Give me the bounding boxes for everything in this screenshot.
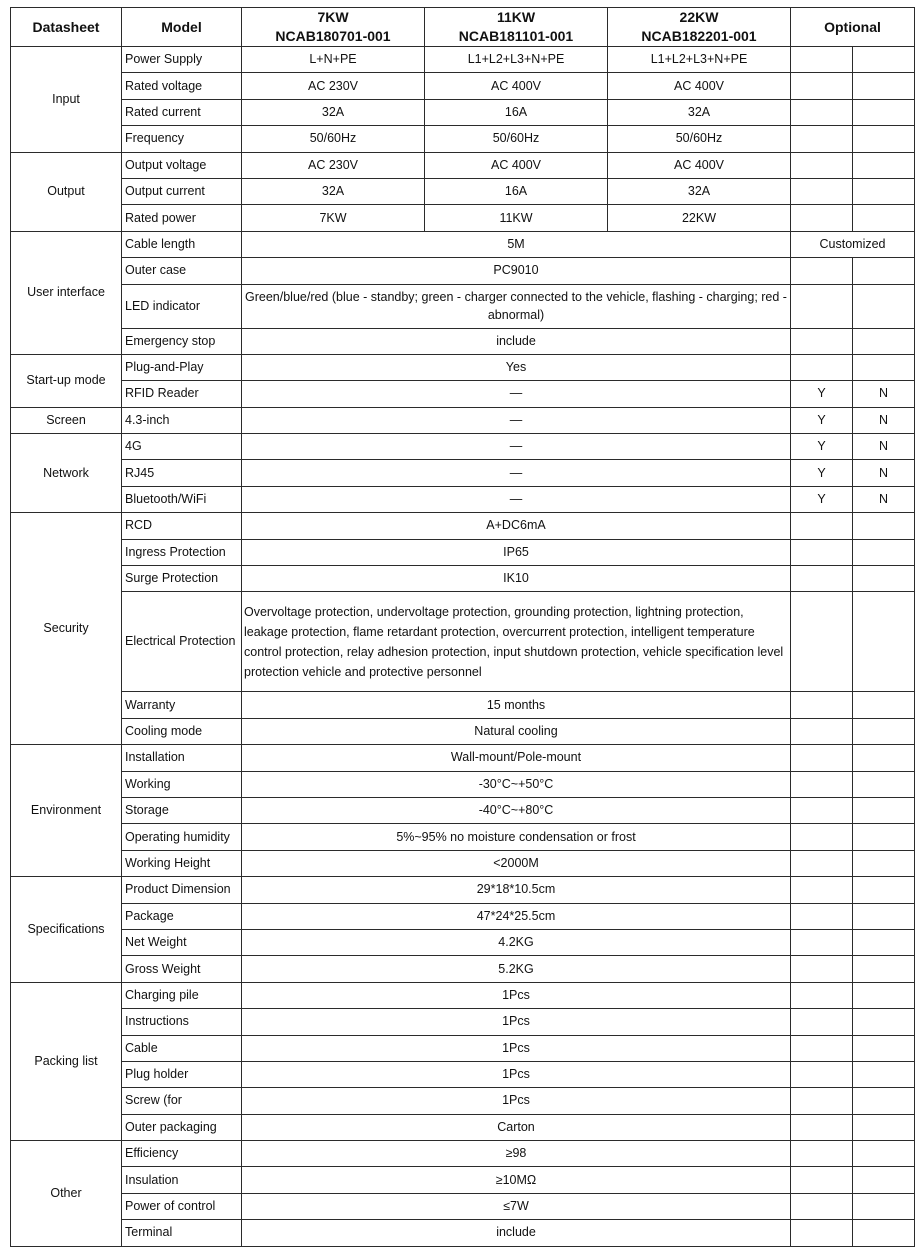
optional-cell — [853, 1193, 915, 1219]
optional-cell — [853, 1009, 915, 1035]
cell-value: AC 400V — [425, 73, 608, 99]
optional-cell — [853, 1088, 915, 1114]
table-row — [11, 231, 915, 257]
header-model-11kw: 11KW NCAB181101-001 — [425, 8, 608, 47]
cell-value: 16A — [425, 99, 608, 125]
optional-cell — [791, 929, 853, 955]
cell-value: 5%~95% no moisture condensation or frost — [242, 824, 791, 850]
row-label: Outer case — [122, 258, 242, 284]
cell-value: 4.2KG — [242, 929, 791, 955]
table-row — [11, 1035, 915, 1061]
header-model-22kw: 22KW NCAB182201-001 — [608, 8, 791, 47]
cell-value: 1Pcs — [242, 1088, 791, 1114]
optional-cell — [853, 1035, 915, 1061]
optional-cell — [853, 877, 915, 903]
row-label: Plug holder — [122, 1061, 242, 1087]
cell-value: include — [242, 328, 791, 354]
cell-value: 22KW — [608, 205, 791, 231]
row-label: Rated power — [122, 205, 242, 231]
row-label: Ingress Protection — [122, 539, 242, 565]
group-output: Output — [11, 152, 122, 231]
cell-value: 29*18*10.5cm — [242, 877, 791, 903]
table-row — [11, 284, 915, 328]
table-row — [11, 381, 915, 407]
row-label: Storage — [122, 797, 242, 823]
optional-cell — [791, 566, 853, 592]
optional-yes: Y — [791, 434, 853, 460]
cell-value: AC 230V — [242, 152, 425, 178]
row-label: Insulation — [122, 1167, 242, 1193]
optional-cell — [853, 99, 915, 125]
row-label: Power of control — [122, 1193, 242, 1219]
optional-cell — [853, 956, 915, 982]
optional-cell — [791, 1114, 853, 1140]
cell-value: 50/60Hz — [242, 126, 425, 152]
cell-value: Carton — [242, 1114, 791, 1140]
cell-value: 1Pcs — [242, 1009, 791, 1035]
optional-cell — [791, 73, 853, 99]
cell-value: 32A — [242, 178, 425, 204]
optional-customized: Customized — [791, 231, 915, 257]
table-row — [11, 1193, 915, 1219]
cell-value: -30°C~+50°C — [242, 771, 791, 797]
table-row — [11, 929, 915, 955]
table-row — [11, 718, 915, 744]
optional-yes: Y — [791, 407, 853, 433]
table-row — [11, 73, 915, 99]
optional-cell — [791, 152, 853, 178]
row-label: Output voltage — [122, 152, 242, 178]
cell-value: Green/blue/red (blue - standby; green - charger connected to the vehicle, flashing - charging; red - abnormal) — [242, 284, 791, 328]
optional-yes: Y — [791, 486, 853, 512]
optional-no: N — [853, 407, 915, 433]
header-model-7kw: 7KW NCAB180701-001 — [242, 8, 425, 47]
optional-cell — [853, 718, 915, 744]
cell-value: — — [242, 434, 791, 460]
optional-cell — [791, 284, 853, 328]
row-label: Cable — [122, 1035, 242, 1061]
row-label: Net Weight — [122, 929, 242, 955]
table-row — [11, 1114, 915, 1140]
table-row — [11, 126, 915, 152]
table-row — [11, 258, 915, 284]
row-label: Operating humidity — [122, 824, 242, 850]
group-security: Security — [11, 513, 122, 745]
table-row — [11, 982, 915, 1008]
cell-value: <2000M — [242, 850, 791, 876]
row-label: Emergency stop — [122, 328, 242, 354]
cell-value: AC 230V — [242, 73, 425, 99]
row-label: Terminal — [122, 1220, 242, 1246]
table-row — [11, 745, 915, 771]
cell-value: 5M — [242, 231, 791, 257]
table-row — [11, 850, 915, 876]
header-datasheet: Datasheet — [11, 8, 122, 47]
optional-cell — [791, 354, 853, 380]
table-row — [11, 797, 915, 823]
table-row — [11, 1220, 915, 1246]
optional-cell — [791, 824, 853, 850]
optional-cell — [853, 1061, 915, 1087]
row-label: Product Dimension — [122, 877, 242, 903]
optional-no: N — [853, 381, 915, 407]
optional-cell — [791, 692, 853, 718]
table-row — [11, 877, 915, 903]
cell-value: AC 400V — [608, 73, 791, 99]
cell-value: -40°C~+80°C — [242, 797, 791, 823]
table-row — [11, 956, 915, 982]
group-network: Network — [11, 434, 122, 513]
cell-value: IP65 — [242, 539, 791, 565]
group-input: Input — [11, 47, 122, 153]
optional-cell — [791, 47, 853, 73]
optional-cell — [853, 745, 915, 771]
header-model: Model — [122, 8, 242, 47]
optional-cell — [853, 1167, 915, 1193]
optional-cell — [791, 745, 853, 771]
optional-cell — [853, 771, 915, 797]
row-label: Efficiency — [122, 1141, 242, 1167]
optional-cell — [853, 566, 915, 592]
optional-cell — [791, 258, 853, 284]
optional-cell — [853, 929, 915, 955]
optional-cell — [791, 539, 853, 565]
cell-value: Yes — [242, 354, 791, 380]
optional-cell — [853, 824, 915, 850]
optional-cell — [853, 284, 915, 328]
row-label: Frequency — [122, 126, 242, 152]
table-row — [11, 566, 915, 592]
optional-cell — [791, 903, 853, 929]
cell-value: 32A — [242, 99, 425, 125]
optional-cell — [791, 1009, 853, 1035]
optional-cell — [791, 850, 853, 876]
optional-cell — [853, 354, 915, 380]
cell-value: 11KW — [425, 205, 608, 231]
datasheet-table — [10, 7, 915, 1247]
table-row — [11, 539, 915, 565]
cell-value: PC9010 — [242, 258, 791, 284]
optional-cell — [791, 592, 853, 692]
optional-cell — [791, 982, 853, 1008]
optional-cell — [791, 513, 853, 539]
row-label: Warranty — [122, 692, 242, 718]
cell-value: ≥10MΩ — [242, 1167, 791, 1193]
cell-value: 1Pcs — [242, 1061, 791, 1087]
optional-cell — [853, 903, 915, 929]
optional-yes: Y — [791, 381, 853, 407]
row-label: 4.3-inch — [122, 407, 242, 433]
cell-value: L1+L2+L3+N+PE — [425, 47, 608, 73]
table-row — [11, 486, 915, 512]
optional-cell — [791, 797, 853, 823]
cell-value: — — [242, 486, 791, 512]
cell-value: Natural cooling — [242, 718, 791, 744]
table-row — [11, 1061, 915, 1087]
cell-value: L1+L2+L3+N+PE — [608, 47, 791, 73]
optional-no: N — [853, 460, 915, 486]
row-label: Charging pile — [122, 982, 242, 1008]
optional-cell — [853, 592, 915, 692]
group-startup-mode: Start-up mode — [11, 354, 122, 407]
group-environment: Environment — [11, 745, 122, 877]
table-row — [11, 434, 915, 460]
table-row — [11, 513, 915, 539]
optional-cell — [791, 771, 853, 797]
optional-cell — [791, 1141, 853, 1167]
row-label: Package — [122, 903, 242, 929]
optional-cell — [853, 692, 915, 718]
table-row — [11, 178, 915, 204]
row-label: Output current — [122, 178, 242, 204]
optional-cell — [791, 1193, 853, 1219]
row-label: Rated current — [122, 99, 242, 125]
table-row — [11, 1009, 915, 1035]
row-label: Cooling mode — [122, 718, 242, 744]
optional-cell — [853, 73, 915, 99]
header-optional: Optional — [791, 8, 915, 47]
cell-value: AC 400V — [425, 152, 608, 178]
table-row — [11, 771, 915, 797]
optional-cell — [791, 956, 853, 982]
row-label: Surge Protection — [122, 566, 242, 592]
table-row — [11, 1167, 915, 1193]
optional-cell — [853, 152, 915, 178]
cell-value: L+N+PE — [242, 47, 425, 73]
optional-no: N — [853, 486, 915, 512]
cell-value: 16A — [425, 178, 608, 204]
table-row — [11, 592, 915, 692]
table-row — [11, 903, 915, 929]
table-row — [11, 47, 915, 73]
optional-cell — [791, 99, 853, 125]
optional-cell — [853, 178, 915, 204]
optional-cell — [853, 1114, 915, 1140]
cell-value: — — [242, 460, 791, 486]
cell-value: IK10 — [242, 566, 791, 592]
table-row — [11, 152, 915, 178]
optional-cell — [853, 1141, 915, 1167]
row-label: Power Supply — [122, 47, 242, 73]
optional-cell — [791, 126, 853, 152]
row-label: Installation — [122, 745, 242, 771]
table-row — [11, 328, 915, 354]
optional-cell — [791, 1088, 853, 1114]
cell-value: Overvoltage protection, undervoltage protection, grounding protection, lightning protection, leakage protection, flame retardant protection, overcurrent protection, intelligent temperature control protection, relay adhesion protection, input shutdown protection, vehicle specification level protection vehicle and protective personnel — [242, 592, 791, 692]
row-label: Rated voltage — [122, 73, 242, 99]
optional-cell — [791, 1035, 853, 1061]
optional-cell — [791, 1061, 853, 1087]
cell-value: 32A — [608, 99, 791, 125]
table-row — [11, 1141, 915, 1167]
row-label: Bluetooth/WiFi — [122, 486, 242, 512]
row-label: RFID Reader — [122, 381, 242, 407]
row-label: Outer packaging — [122, 1114, 242, 1140]
optional-cell — [791, 718, 853, 744]
cell-value: 47*24*25.5cm — [242, 903, 791, 929]
group-other: Other — [11, 1141, 122, 1247]
row-label: Plug-and-Play — [122, 354, 242, 380]
optional-cell — [853, 1220, 915, 1246]
row-label: Gross Weight — [122, 956, 242, 982]
cell-value: A+DC6mA — [242, 513, 791, 539]
table-row — [11, 205, 915, 231]
table-row — [11, 1088, 915, 1114]
cell-value: ≥98 — [242, 1141, 791, 1167]
optional-cell — [853, 328, 915, 354]
optional-cell — [853, 539, 915, 565]
optional-cell — [853, 797, 915, 823]
optional-cell — [791, 328, 853, 354]
group-specifications: Specifications — [11, 877, 122, 983]
cell-value: — — [242, 407, 791, 433]
row-label: Working — [122, 771, 242, 797]
optional-cell — [791, 205, 853, 231]
row-label: Screw (for — [122, 1088, 242, 1114]
optional-cell — [853, 513, 915, 539]
row-label: Cable length — [122, 231, 242, 257]
table-row — [11, 407, 915, 433]
cell-value: 32A — [608, 178, 791, 204]
table-row — [11, 692, 915, 718]
table-row — [11, 99, 915, 125]
table-row — [11, 354, 915, 380]
cell-value: include — [242, 1220, 791, 1246]
optional-cell — [791, 1220, 853, 1246]
group-user-interface: User interface — [11, 231, 122, 354]
cell-value: ≤7W — [242, 1193, 791, 1219]
optional-cell — [853, 47, 915, 73]
row-label: Electrical Protection — [122, 592, 242, 692]
header-row — [11, 8, 915, 47]
row-label: RCD — [122, 513, 242, 539]
optional-cell — [791, 877, 853, 903]
cell-value: 50/60Hz — [608, 126, 791, 152]
cell-value: 5.2KG — [242, 956, 791, 982]
cell-value: 50/60Hz — [425, 126, 608, 152]
optional-cell — [853, 205, 915, 231]
table-row — [11, 824, 915, 850]
row-label: 4G — [122, 434, 242, 460]
cell-value: 1Pcs — [242, 1035, 791, 1061]
row-label: Instructions — [122, 1009, 242, 1035]
table-row — [11, 460, 915, 486]
optional-yes: Y — [791, 460, 853, 486]
optional-cell — [791, 178, 853, 204]
row-label: Working Height — [122, 850, 242, 876]
optional-cell — [853, 982, 915, 1008]
cell-value: AC 400V — [608, 152, 791, 178]
cell-value: Wall-mount/Pole-mount — [242, 745, 791, 771]
cell-value: 1Pcs — [242, 982, 791, 1008]
group-screen: Screen — [11, 407, 122, 433]
optional-no: N — [853, 434, 915, 460]
cell-value: 15 months — [242, 692, 791, 718]
group-packing-list: Packing list — [11, 982, 122, 1140]
optional-cell — [791, 1167, 853, 1193]
optional-cell — [853, 258, 915, 284]
optional-cell — [853, 850, 915, 876]
cell-value: 7KW — [242, 205, 425, 231]
cell-value: — — [242, 381, 791, 407]
row-label: RJ45 — [122, 460, 242, 486]
row-label: LED indicator — [122, 284, 242, 328]
optional-cell — [853, 126, 915, 152]
